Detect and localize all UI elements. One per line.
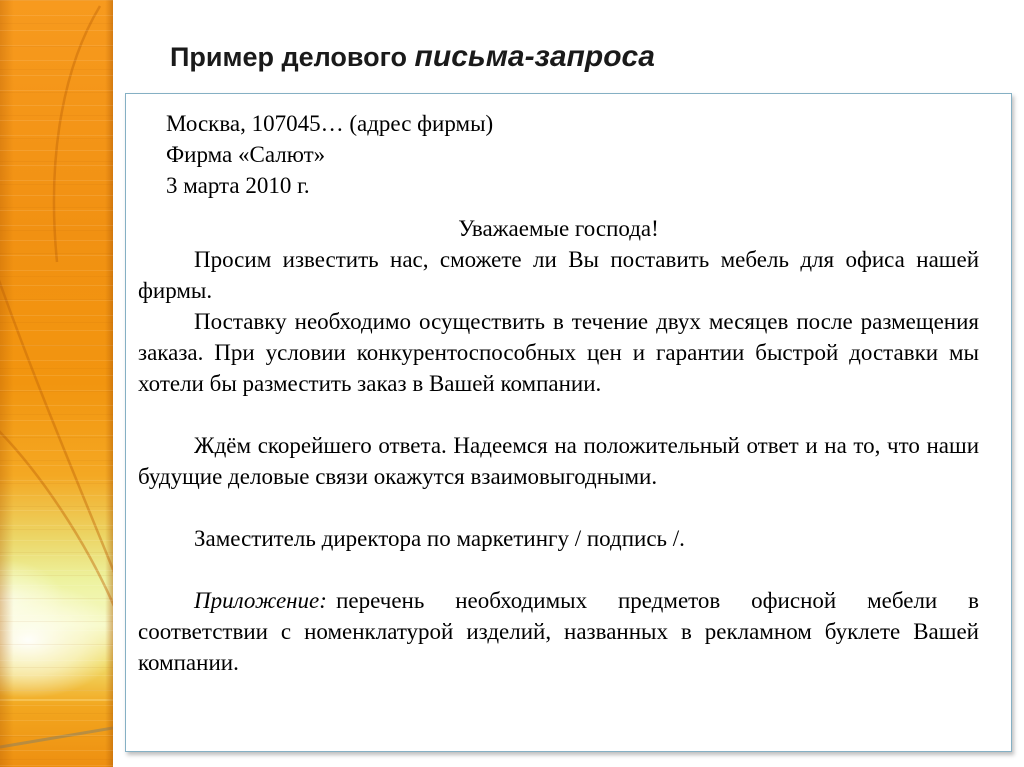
- letter-signature: Заместитель директора по маркетингу / подпись /.: [194, 526, 685, 551]
- attachment-text: перечень необходимых предметов офисной мебели в соответствии с номенклатурой изделий, названных в рекламном буклете Вашей компании.: [138, 588, 979, 675]
- title-prefix: Пример делового: [170, 42, 415, 72]
- letter-salutation: Уважаемые господа!: [458, 216, 659, 241]
- letter-attachment: [138, 585, 979, 678]
- letter-paragraph-request: Просим известить нас, сможете ли Вы поставить мебель для офиса нашей фирмы.: [138, 247, 979, 303]
- letter-box: [125, 93, 1012, 752]
- letter-paragraph-closing: Ждём скорейшего ответа. Надеемся на положительный ответ и на то, что наши будущие деловые связи окажутся взаимовыгодными.: [138, 433, 979, 489]
- letter-address-line: Москва, 107045… (адрес фирмы): [166, 111, 494, 136]
- title-emphasis: письма-запроса: [414, 40, 655, 73]
- letter-firm-line: Фирма «Салют»: [166, 142, 326, 167]
- attachment-label: Приложение:: [194, 588, 327, 613]
- letter-paragraph-terms: Поставку необходимо осуществить в течение двух месяцев после размещения заказа. При условии конкурентоспособных цен и гарантии быстрой доставки мы хотели бы разместить заказ в Вашей компании.: [138, 309, 979, 396]
- letter-header: [166, 108, 979, 201]
- letter-date-line: 3 марта 2010 г.: [166, 173, 310, 198]
- sidebar-art: [0, 0, 113, 767]
- slide-title: [170, 42, 655, 72]
- decorative-sidebar: [0, 0, 113, 767]
